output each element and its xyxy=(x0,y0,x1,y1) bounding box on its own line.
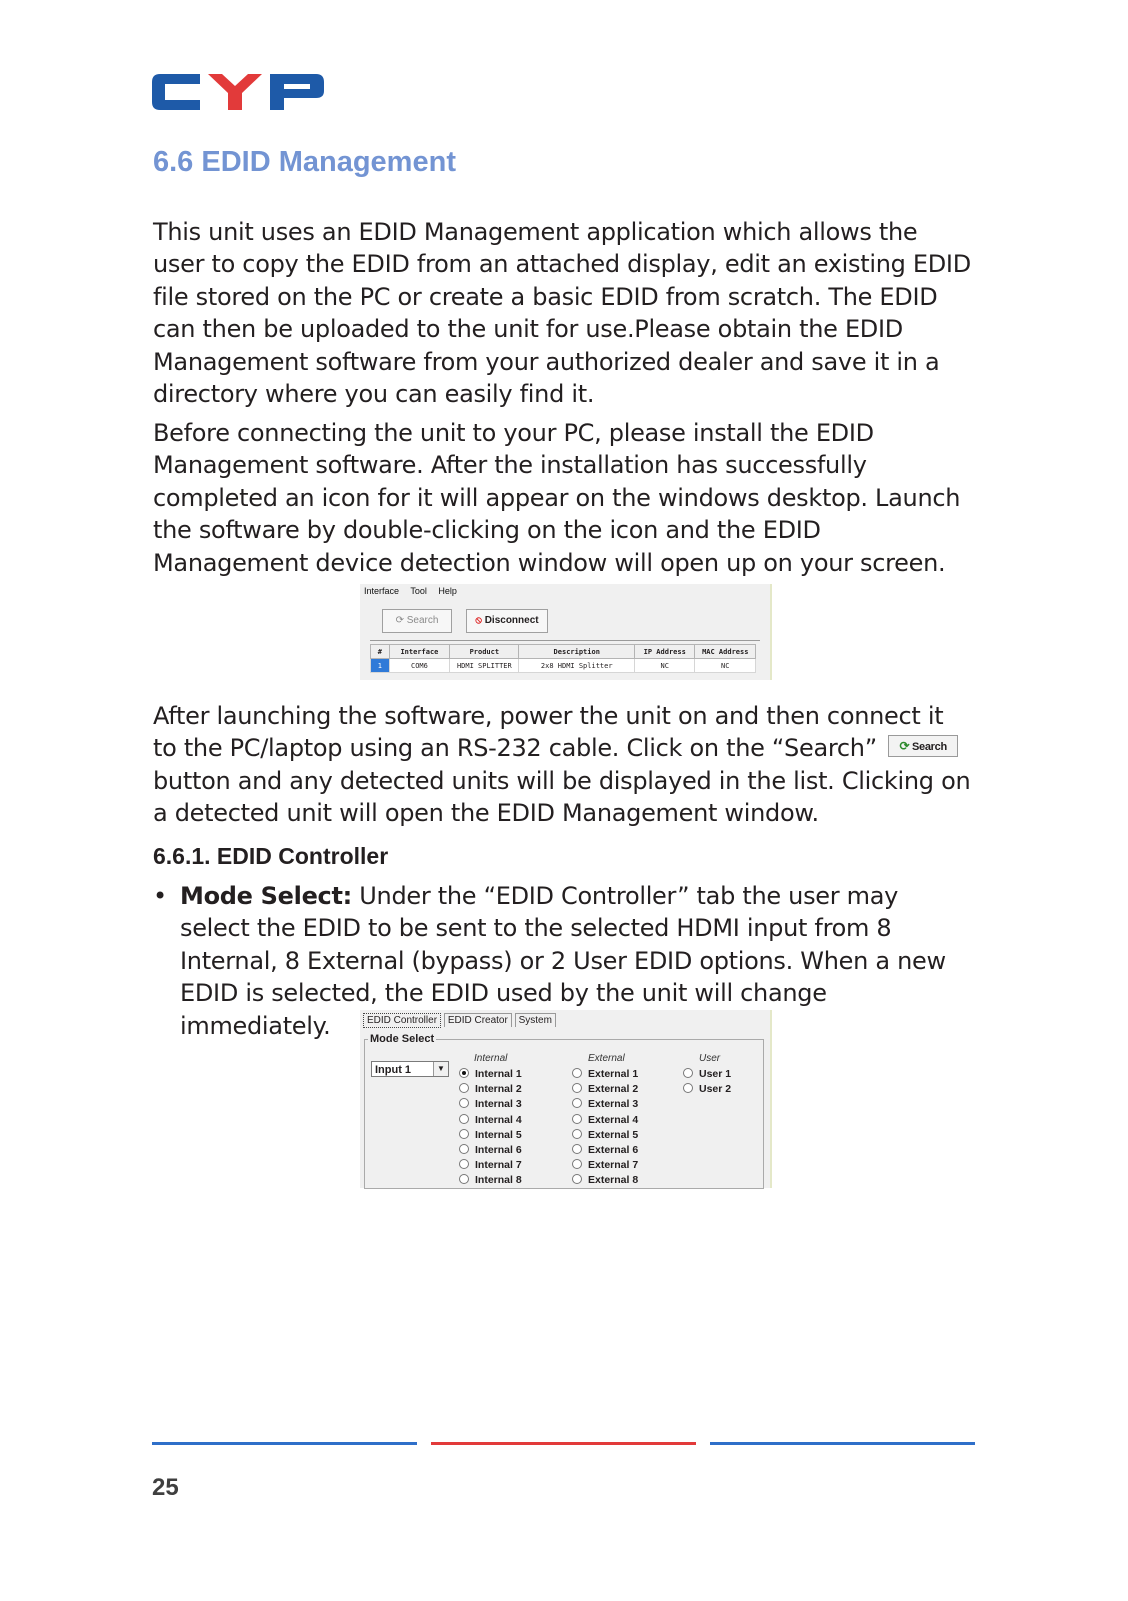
radio-icon xyxy=(459,1174,469,1184)
radio-icon xyxy=(683,1083,693,1093)
subsection-title: 6.6.1. EDID Controller xyxy=(153,843,389,869)
radio-external-6[interactable]: External 6 xyxy=(572,1143,638,1158)
internal-header: Internal xyxy=(474,1053,508,1064)
radio-external-5[interactable]: External 5 xyxy=(572,1128,638,1143)
radio-external-7[interactable]: External 7 xyxy=(572,1158,638,1173)
radio-icon xyxy=(459,1114,469,1124)
paragraph-3a: After launching the software, power the unit on and then connect it to the PC/laptop using an RS-232 cable. Click on the “Search” xyxy=(153,702,944,763)
radio-external-8[interactable]: External 8 xyxy=(572,1173,638,1188)
user-options xyxy=(683,1067,731,1097)
menu-tool[interactable]: Tool xyxy=(410,586,427,596)
menu-interface[interactable]: Interface xyxy=(364,586,400,596)
radio-icon xyxy=(459,1129,469,1139)
radio-icon xyxy=(459,1144,469,1154)
tab-edid-controller[interactable]: EDID Controller xyxy=(363,1013,441,1028)
bullet-lead: Mode Select: xyxy=(180,882,352,910)
radio-icon xyxy=(683,1068,693,1078)
radio-external-4[interactable]: External 4 xyxy=(572,1113,638,1128)
radio-internal-4[interactable]: Internal 4 xyxy=(459,1113,522,1128)
radio-external-3[interactable]: External 3 xyxy=(572,1097,638,1112)
chevron-down-icon[interactable]: ▼ xyxy=(433,1062,448,1076)
refresh-icon: ⟳ xyxy=(899,739,910,754)
col-description[interactable]: Description xyxy=(519,645,635,659)
radio-user-1[interactable]: User 1 xyxy=(683,1067,731,1082)
cell-product: HDMI SPLITTER xyxy=(450,659,519,673)
menu-bar xyxy=(364,586,466,596)
search-button[interactable]: ⟳ Search xyxy=(382,609,452,633)
section-title: 6.6 EDID Management xyxy=(153,146,456,178)
col-ip-address[interactable]: IP Address xyxy=(634,645,695,659)
input-select[interactable]: Input 1 ▼ xyxy=(371,1061,449,1077)
radio-icon xyxy=(572,1098,582,1108)
table-row[interactable] xyxy=(371,659,756,673)
inline-search-button: ⟳ Search xyxy=(888,735,958,757)
cyp-logo xyxy=(152,74,324,110)
radio-internal-7[interactable]: Internal 7 xyxy=(459,1158,522,1173)
radio-external-1[interactable]: External 1 xyxy=(572,1067,638,1082)
radio-icon xyxy=(459,1083,469,1093)
mode-select-title: Mode Select xyxy=(370,1033,435,1045)
radio-internal-1[interactable]: Internal 1 xyxy=(459,1067,522,1082)
tab-edid-creator[interactable]: EDID Creator xyxy=(444,1013,512,1027)
install-paragraph xyxy=(153,417,973,579)
tab-bar xyxy=(363,1013,556,1028)
internal-options xyxy=(459,1067,522,1189)
radio-internal-2[interactable]: Internal 2 xyxy=(459,1082,522,1097)
radio-user-2[interactable]: User 2 xyxy=(683,1082,731,1097)
intro-paragraph xyxy=(153,216,973,410)
external-header: External xyxy=(588,1053,625,1064)
radio-selected-icon xyxy=(459,1068,469,1078)
radio-icon xyxy=(572,1144,582,1154)
col-index[interactable]: # xyxy=(371,645,390,659)
page-number: 25 xyxy=(152,1474,179,1501)
refresh-icon: ⟳ xyxy=(395,615,404,626)
radio-internal-5[interactable]: Internal 5 xyxy=(459,1128,522,1143)
radio-icon xyxy=(572,1083,582,1093)
col-mac-address[interactable]: MAC Address xyxy=(695,645,756,659)
bullet-icon: • xyxy=(153,882,167,910)
radio-external-2[interactable]: External 2 xyxy=(572,1082,638,1097)
divider xyxy=(370,640,760,641)
radio-internal-8[interactable]: Internal 8 xyxy=(459,1173,522,1188)
paragraph-1: This unit uses an EDID Management application which allows the user to copy the EDID from an attached display, edit an existing EDID file stored on the PC or create a basic EDID from scratch. The EDID can then be uploaded to the unit for use.Please obtain the EDID Management software from your authorized dealer and save it in a directory where you can easily find it. xyxy=(153,218,971,409)
radio-icon xyxy=(572,1114,582,1124)
col-product[interactable]: Product xyxy=(450,645,519,659)
paragraph-3b: button and any detected units will be displayed in the list. Clicking on a detected unit will open the EDID Management window. xyxy=(153,766,971,828)
external-options xyxy=(572,1067,638,1189)
cell-ip: NC xyxy=(634,659,695,673)
footer-line-left xyxy=(152,1442,417,1445)
radio-icon xyxy=(572,1068,582,1078)
user-header: User xyxy=(699,1053,721,1064)
radio-icon xyxy=(572,1159,582,1169)
cell-index: 1 xyxy=(371,659,390,673)
radio-internal-6[interactable]: Internal 6 xyxy=(459,1143,522,1158)
mode-select-group xyxy=(364,1033,764,1189)
tab-system[interactable]: System xyxy=(515,1013,556,1027)
footer-line-right xyxy=(710,1442,975,1445)
cell-description: 2x8 HDMI Splitter xyxy=(519,659,635,673)
device-table xyxy=(370,644,756,673)
radio-icon xyxy=(459,1159,469,1169)
radio-icon xyxy=(572,1174,582,1184)
cell-interface: COM6 xyxy=(389,659,450,673)
cell-mac: NC xyxy=(695,659,756,673)
footer-line-center xyxy=(431,1442,696,1445)
disconnect-button[interactable]: ⦸ Disconnect xyxy=(466,609,548,633)
bullet-text: Under the “EDID Controller” tab the user may select the EDID to be sent to the selected HDMI input from 8 Internal, 8 External (bypass) or 2 User EDID options. When a new EDID is selected, the EDID used by the unit will change immediately. xyxy=(180,882,946,1040)
menu-help[interactable]: Help xyxy=(438,586,457,596)
detection-window-screenshot xyxy=(360,584,772,680)
radio-icon xyxy=(572,1129,582,1139)
edid-controller-screenshot xyxy=(360,1010,772,1188)
col-interface[interactable]: Interface xyxy=(389,645,450,659)
paragraph-2: Before connecting the unit to your PC, please install the EDID Management software. After the installation has successfully completed an icon for it will appear on the windows desktop. Launch the software by double-clicking on the icon and the EDID Management device detection window will open up on your screen. xyxy=(153,419,961,577)
radio-internal-3[interactable]: Internal 3 xyxy=(459,1097,522,1112)
radio-icon xyxy=(459,1098,469,1108)
no-entry-icon: ⦸ xyxy=(475,615,482,626)
launch-paragraph xyxy=(153,700,973,830)
